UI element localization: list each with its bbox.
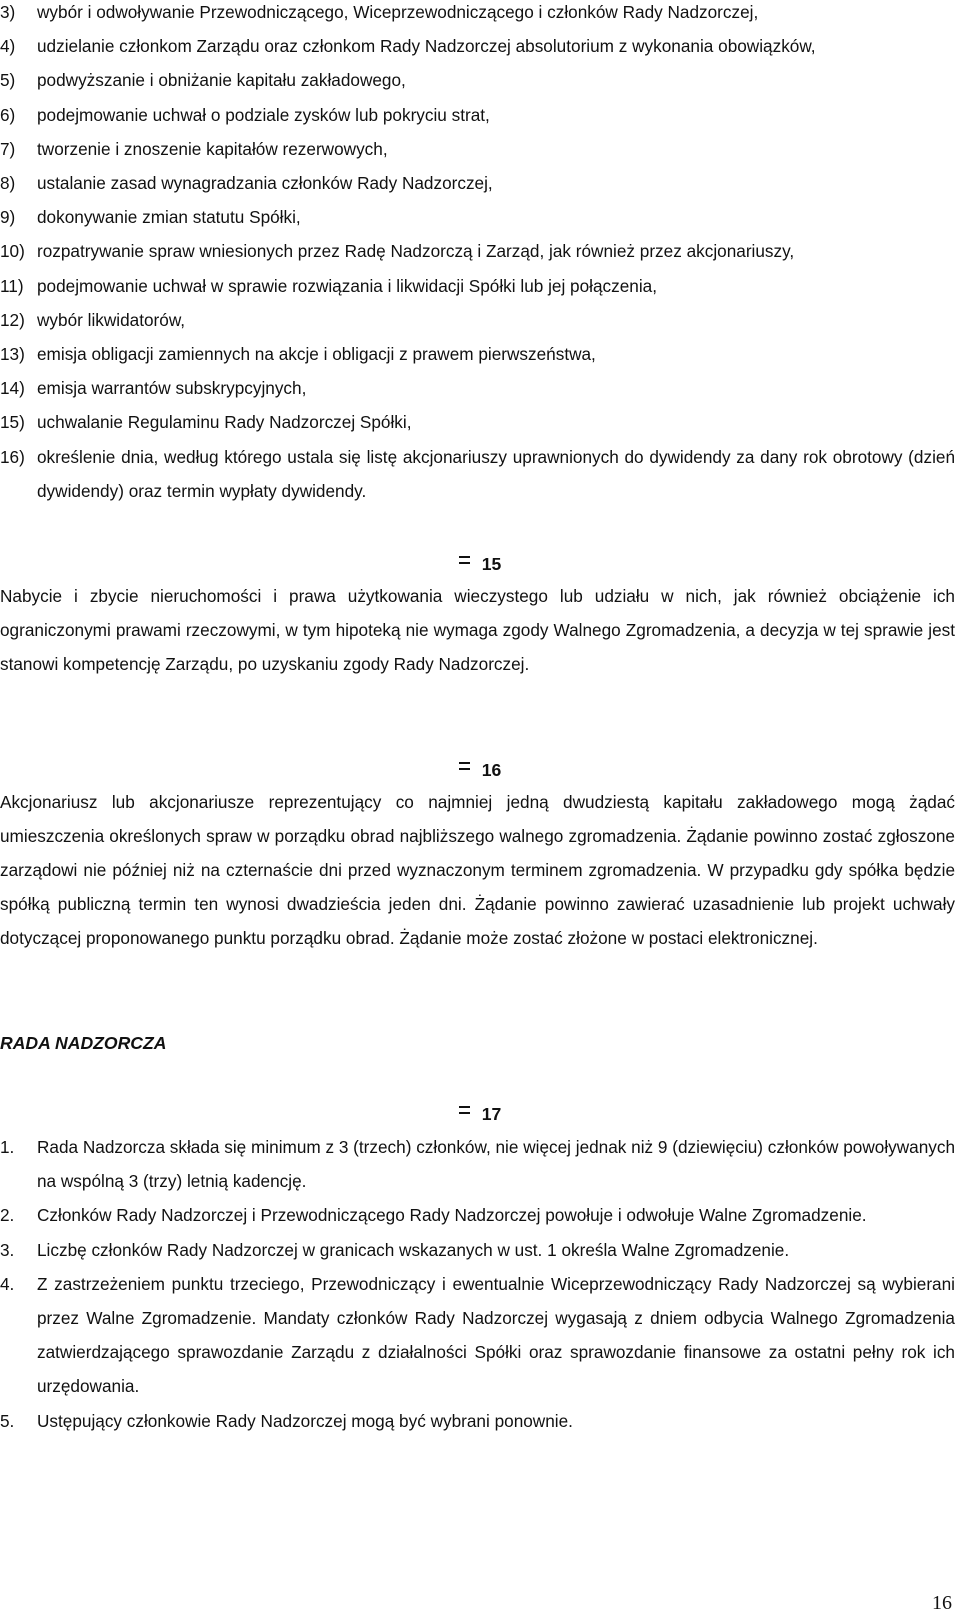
section-heading-15 xyxy=(0,552,960,575)
section-number: 17 xyxy=(481,1104,502,1124)
list-item xyxy=(0,200,955,234)
list-item-text: wybór i odwoływanie Przewodniczącego, Wiceprzewodniczącego i członków Rady Nadzorczej, xyxy=(37,2,759,22)
list-item-number: 13) xyxy=(0,344,25,365)
list-item xyxy=(0,371,955,405)
list-item xyxy=(0,132,955,166)
list-item-text: Rada Nadzorcza składa się minimum z 3 (trzech) członków, nie więcej jednak niż 9 (dziewięciu) członków powoływanych na wspólną 3 (trzy) letnią kadencję. xyxy=(37,1137,956,1192)
list-item-text: dokonywanie zmian statutu Spółki, xyxy=(37,207,301,228)
list-item-number: 11) xyxy=(0,275,24,296)
list-item-text: emisja warrantów subskrypcyjnych, xyxy=(37,378,307,399)
section-17-list xyxy=(0,1130,955,1438)
list-item-text: podejmowanie uchwał w sprawie rozwiązania i likwidacji Spółki lub jej połączenia, xyxy=(37,275,658,296)
list-item-text: wybór likwidatorów, xyxy=(37,309,186,330)
section-sign-icon xyxy=(459,758,470,774)
list-item xyxy=(0,405,955,439)
section-number: 15 xyxy=(481,554,502,574)
list-item-text: tworzenie i znoszenie kapitałów rezerwowych, xyxy=(37,138,388,159)
section-number: 16 xyxy=(481,760,502,780)
list-item-number: 5. xyxy=(0,1410,15,1431)
section-heading-17 xyxy=(0,1102,960,1125)
section-16-text: Akcjonariusz lub akcjonariusze reprezentujący co najmniej jedną dwudziestą kapitału zakładowego mogą żądać umieszczenia określonych spraw w porządku obrad najbliższego walnego zgromadzenia. Żądanie powinno zostać zgłoszone zarządowi nie później niż na czternaście dni przed wyznaczonym terminem zgromadzenia. W przypadku gdy spółka będzie spółką publiczną termin ten wynosi dwadzieścia jeden dni. Żądanie powinno zawierać uzasadnienie lub projekt uchwały dotyczącej proponowanego punktu porządku obrad. Żądanie może zostać złożone w postaci elektronicznej. xyxy=(0,792,955,949)
list-item-text: określenie dnia, według którego ustala się listę akcjonariuszy uprawnionych do dywidendy za dany rok obrotowy (dzień dywidendy) oraz termin wypłaty dywidendy. xyxy=(37,446,955,501)
list-item xyxy=(0,98,955,132)
list-item-text: udzielanie członkom Zarządu oraz członkom Rady Nadzorczej absolutorium z wykonania obowiązków, xyxy=(37,36,816,57)
list-item-text: podejmowanie uchwał o podziale zysków lub pokryciu strat, xyxy=(37,104,490,125)
list-item xyxy=(0,1233,955,1267)
list-item-number: 15) xyxy=(0,412,25,433)
list-item xyxy=(0,337,955,371)
list-item-number: 3) xyxy=(0,2,16,22)
section-sign-icon xyxy=(459,1102,470,1118)
list-item-number: 4. xyxy=(0,1273,15,1294)
list-item-text: Członków Rady Nadzorczej i Przewodniczącego Rady Nadzorczej powołuje i odwołuje Walne Zgromadzenie. xyxy=(37,1205,867,1226)
list-item xyxy=(0,234,955,268)
list-item xyxy=(0,1267,955,1404)
list-item xyxy=(0,1198,955,1232)
list-item xyxy=(0,303,955,337)
list-item xyxy=(0,63,955,97)
list-item-text: emisja obligacji zamiennych na akcje i obligacji z prawem pierwszeństwa, xyxy=(37,344,596,365)
list-item xyxy=(0,1130,955,1198)
list-item-number: 1. xyxy=(0,1137,15,1157)
list-item-number: 3. xyxy=(0,1239,15,1260)
powers-list xyxy=(0,0,955,508)
list-item-text: ustalanie zasad wynagradzania członków Rady Nadzorczej, xyxy=(37,173,493,194)
list-item-number: 7) xyxy=(0,138,16,159)
list-item-number: 14) xyxy=(0,378,25,399)
section-heading-16 xyxy=(0,758,960,781)
section-sign-icon xyxy=(459,552,470,568)
list-item-number: 12) xyxy=(0,309,25,330)
list-item-number: 16) xyxy=(0,446,25,467)
list-item xyxy=(0,0,955,29)
list-item-number: 8) xyxy=(0,173,16,194)
list-item xyxy=(0,166,955,200)
list-item-number: 4) xyxy=(0,36,16,57)
page-number: 16 xyxy=(932,1592,952,1614)
section-15-text: Nabycie i zbycie nieruchomości i prawa użytkowania wieczystego lub udziału w nich, jak również obciążenie ich ograniczonymi prawami rzeczowymi, w tym hipoteką nie wymaga zgody Walnego Zgromadzenia, a decyzja w tej sprawie jest stanowi kompetencję Zarządu, po uzyskaniu zgody Rady Nadzorczej. xyxy=(0,586,955,675)
list-item-text: Liczbę członków Rady Nadzorczej w granicach wskazanych w ust. 1 określa Walne Zgromadzenie. xyxy=(37,1239,790,1260)
list-item xyxy=(0,269,955,303)
list-item-number: 6) xyxy=(0,104,16,125)
list-item xyxy=(0,440,955,508)
list-item-number: 10) xyxy=(0,241,25,262)
list-item-number: 5) xyxy=(0,70,16,91)
list-item-text: podwyższanie i obniżanie kapitału zakładowego, xyxy=(37,70,406,91)
list-item xyxy=(0,1404,955,1438)
list-item-number: 9) xyxy=(0,207,16,228)
list-item-text: Ustępujący członkowie Rady Nadzorczej mogą być wybrani ponownie. xyxy=(37,1410,573,1431)
list-item-number: 2. xyxy=(0,1205,15,1226)
list-item-text: Z zastrzeżeniem punktu trzeciego, Przewodniczący i ewentualnie Wiceprzewodniczący Rady Nadzorczej są wybierani przez Walne Zgromadzenie. Mandaty członków Rady Nadzorczej wygasają z dniem odbycia Walnego Zgromadzenia zatwierdzającego sprawozdanie Zarządu z działalności Spółki oraz sprawozdanie finansowe za ostatni pełny rok ich urzędowania. xyxy=(37,1273,955,1397)
list-item-text: uchwalanie Regulaminu Rady Nadzorczej Spółki, xyxy=(37,412,412,433)
chapter-heading: RADA NADZORCZA xyxy=(0,1033,167,1053)
list-item xyxy=(0,29,955,63)
list-item-text: rozpatrywanie spraw wniesionych przez Radę Nadzorczą i Zarząd, jak również przez akcjonariuszy, xyxy=(37,241,795,262)
